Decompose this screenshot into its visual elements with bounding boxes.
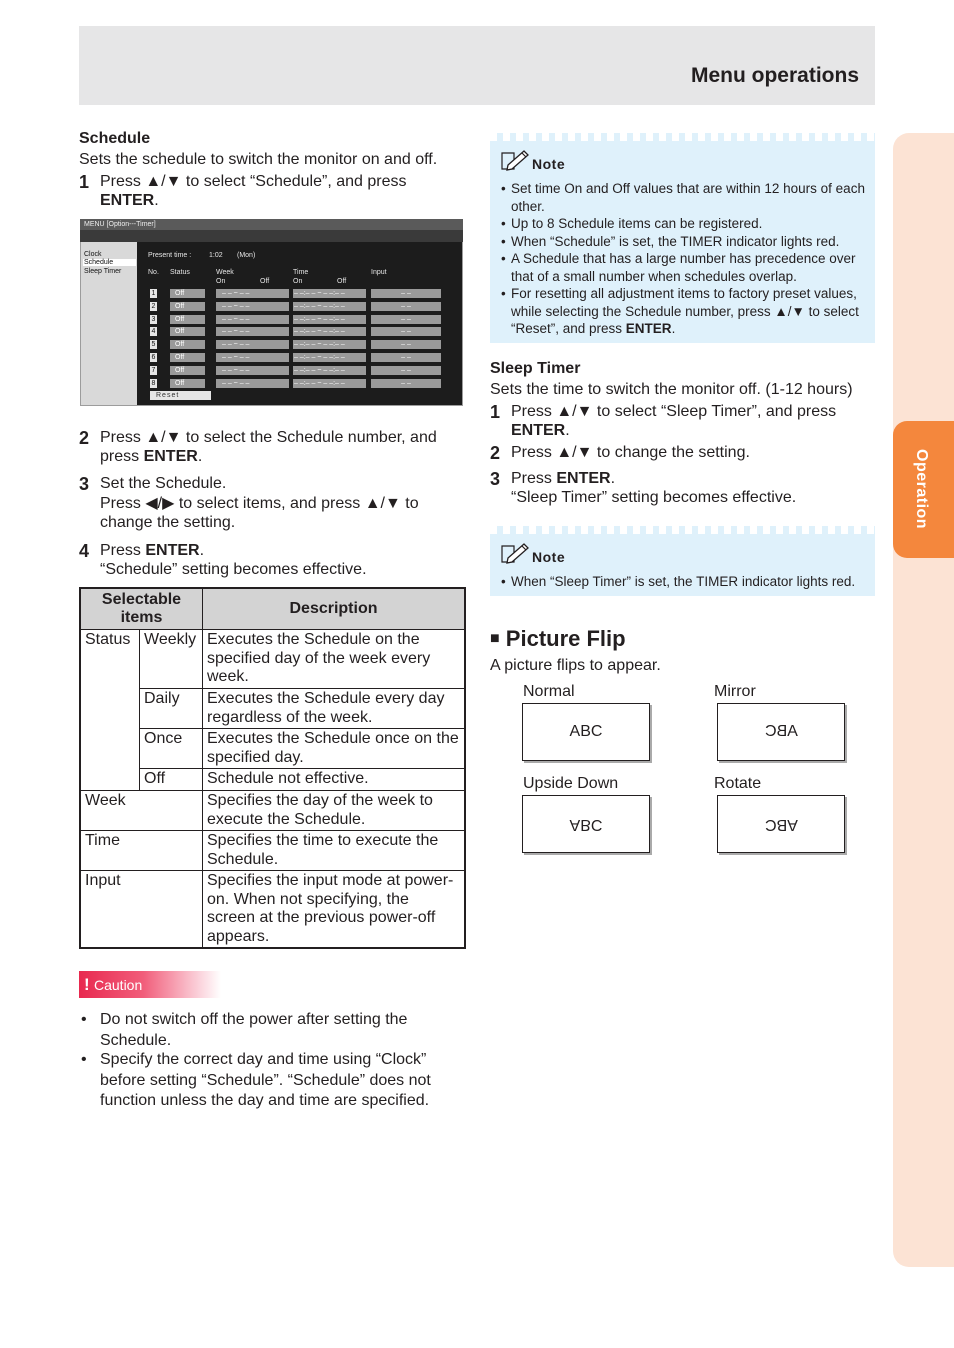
- step-text: Set the Schedule.: [100, 475, 227, 492]
- step-text: .: [154, 192, 159, 209]
- bullet-dot: •: [501, 251, 506, 266]
- osd-row-time: – –:– – ~ – –:– –: [293, 315, 366, 324]
- step-text: “Schedule” setting becomes effective.: [100, 561, 367, 578]
- table-header-description: Description: [203, 588, 466, 630]
- caution-bullet-1: Do not switch off the power after setting the Schedule.: [100, 1011, 408, 1049]
- pencil-icon: [500, 542, 530, 566]
- osd-row-week: – – ~ – –: [216, 289, 289, 298]
- osd-week-on: On: [216, 278, 226, 285]
- sleep-step-3: [511, 469, 796, 507]
- table-cell-status: Status: [80, 630, 140, 791]
- step-text: [100, 541, 367, 560]
- osd-row-number: 5: [151, 341, 156, 348]
- step-text: Press ▲/▼ to select “Sleep Timer”, and press: [511, 403, 837, 420]
- note-item: Up to 8 Schedule items can be registered.: [511, 216, 763, 231]
- schedule-step-2: [100, 428, 437, 466]
- step-text: Press ▲/▼ to select “Schedule”, and press: [100, 173, 407, 190]
- flip-label-mirror: Mirror: [714, 683, 756, 700]
- schedule-heading: Schedule: [79, 130, 151, 147]
- osd-row-input: – –: [371, 379, 441, 388]
- table-cell-item: Weekly: [140, 630, 203, 689]
- bullet-dot: •: [81, 1051, 87, 1068]
- note-item: Set time On and Off values that are within 12 hours of each other.: [511, 181, 865, 214]
- note-dashed-edge: [490, 526, 875, 534]
- schedule-step-3: [100, 474, 419, 533]
- picture-flip-heading: [490, 626, 626, 652]
- osd-row-input: – –: [371, 327, 441, 336]
- table-header-row: [80, 588, 465, 630]
- step-text: “Sleep Timer” setting becomes effective.: [511, 489, 797, 506]
- enter-key-label: ENTER: [145, 542, 200, 559]
- osd-row-number: 3: [151, 316, 156, 323]
- table-header-items: Selectable items: [80, 588, 203, 630]
- flip-label-rotate: Rotate: [714, 775, 762, 792]
- note-dashed-edge: [490, 133, 875, 141]
- osd-menu-screenshot: [80, 219, 463, 406]
- step-text: Press ▲/▼ to select the Schedule number, and: [100, 429, 437, 446]
- table-cell-description: Specifies the input mode at power-on. When not specifying, the screen at the previous power-off appears.: [203, 871, 466, 949]
- schedule-step-4: [100, 541, 367, 579]
- flip-sample-upside-down: [522, 795, 650, 853]
- osd-menu-clock: Clock: [84, 251, 102, 258]
- step-text: Press: [511, 470, 557, 487]
- osd-menu-sleep-timer: Sleep Timer: [84, 268, 122, 275]
- table-cell-item: Off: [140, 769, 203, 791]
- pencil-icon: [500, 149, 530, 173]
- osd-row-week: – – ~ – –: [216, 353, 289, 362]
- flip-label-normal: Normal: [523, 683, 575, 700]
- osd-row-week: – – ~ – –: [216, 327, 289, 336]
- osd-side-menu: [81, 242, 137, 405]
- schedule-intro: Sets the schedule to switch the monitor on and off.: [79, 151, 438, 168]
- osd-row-time: – –:– – ~ – –:– –: [293, 289, 366, 298]
- note-title: Note: [532, 156, 566, 172]
- sleep-step-2: Press ▲/▼ to change the setting.: [511, 444, 750, 461]
- osd-row-number: 4: [151, 328, 156, 335]
- schedule-step-1: [100, 172, 406, 210]
- osd-col-input: Input: [371, 269, 387, 276]
- enter-key-label: ENTER: [625, 321, 672, 336]
- flip-sample-mirror: [717, 703, 845, 761]
- step-text: .: [565, 422, 570, 439]
- enter-key-label: ENTER: [100, 192, 155, 209]
- page-title: Menu operations: [690, 64, 859, 87]
- osd-time-off: Off: [337, 278, 347, 285]
- osd-row-status: Off: [170, 315, 205, 324]
- bullet-dot: •: [81, 1011, 87, 1028]
- osd-col-week: Week: [216, 269, 234, 276]
- osd-row-input: – –: [371, 366, 441, 375]
- osd-row-time: – –:– – ~ – –:– –: [293, 340, 366, 349]
- flip-sample-text: ABC: [569, 816, 603, 833]
- step-text: .: [199, 542, 205, 559]
- osd-row-number: 6: [151, 354, 156, 361]
- osd-row-status: Off: [170, 327, 205, 336]
- table-cell-item: Time: [80, 831, 203, 871]
- sleep-timer-intro: Sets the time to switch the monitor off. (1-12 hours): [490, 381, 853, 398]
- step-text: [511, 421, 836, 440]
- osd-row-input: – –: [371, 340, 441, 349]
- osd-row-week: – – ~ – –: [216, 340, 289, 349]
- step-text: press: [100, 448, 144, 465]
- picture-flip-title: Picture Flip: [505, 626, 626, 651]
- osd-row-status: Off: [170, 366, 205, 375]
- enter-key-label: ENTER: [511, 422, 566, 439]
- osd-row-status: Off: [170, 340, 205, 349]
- table-row: [80, 791, 465, 831]
- table-row: [80, 831, 465, 871]
- note-item-text: For resetting all adjustment items to factory preset values, while selecting the Schedule number, press ▲/▼ to select “Reset”, and press: [511, 286, 859, 336]
- selectable-items-table: [79, 587, 466, 949]
- step-text: [100, 191, 406, 210]
- note-item: A Schedule that has a large number has precedence over that of a small number when schedules overlap.: [511, 251, 856, 284]
- side-tab-background: [893, 133, 954, 1267]
- osd-row-time: – –:– – ~ – –:– –: [293, 366, 366, 375]
- bullet-dot: •: [501, 181, 506, 196]
- step-number: 2: [79, 428, 90, 448]
- osd-row-input: – –: [371, 353, 441, 362]
- osd-time-on: On: [293, 278, 303, 285]
- flip-sample-text: ABC: [764, 723, 798, 740]
- bullet-dot: •: [501, 234, 506, 249]
- flip-sample-rotate: [717, 795, 845, 853]
- bullet-dot: •: [501, 574, 506, 589]
- table-cell-description: Specifies the day of the week to execute the Schedule.: [203, 791, 466, 831]
- caution-label: Caution: [94, 977, 143, 993]
- osd-row-time: – –:– – ~ – –:– –: [293, 302, 366, 311]
- step-text: Press: [100, 542, 146, 559]
- bullet-dot: •: [501, 286, 506, 301]
- osd-bar: [80, 230, 463, 242]
- enter-key-label: ENTER: [556, 470, 611, 487]
- step-number: 4: [79, 541, 90, 561]
- step-text: change the setting.: [100, 514, 236, 531]
- osd-row-week: – – ~ – –: [216, 379, 289, 388]
- step-number: 1: [490, 402, 501, 422]
- osd-row-number: 2: [151, 303, 156, 310]
- table-row: [80, 871, 465, 949]
- osd-present-time-value: 1:02: [209, 252, 223, 259]
- sleep-step-1: [511, 402, 836, 440]
- table-row: [80, 630, 465, 689]
- caution-bullet-2: Specify the correct day and time using “Clock” before setting “Schedule”. “Schedule” does not function unless the day and time are specified.: [100, 1051, 431, 1109]
- enter-key-label: ENTER: [143, 448, 198, 465]
- step-number: 3: [490, 469, 501, 489]
- table-cell-description: Specifies the time to execute the Schedule.: [203, 831, 466, 871]
- osd-row-input: – –: [371, 315, 441, 324]
- step-text: Press ◀/▶ to select items, and press ▲/▼ to: [100, 494, 419, 512]
- square-bullet-icon: ■: [490, 630, 500, 647]
- osd-week-off: Off: [260, 278, 270, 285]
- osd-row-status: Off: [170, 353, 205, 362]
- step-text: .: [610, 470, 616, 487]
- note-item: When “Schedule” is set, the TIMER indicator lights red.: [511, 234, 840, 249]
- sleep-timer-heading: Sleep Timer: [490, 360, 581, 377]
- note-item: [511, 285, 873, 338]
- osd-menu-schedule: Schedule: [83, 259, 136, 266]
- table-cell-description: Executes the Schedule once on the specified day.: [203, 729, 466, 769]
- osd-title: MENU [Option---Timer]: [80, 219, 463, 230]
- caution-icon: !: [84, 975, 90, 994]
- osd-row-time: – –:– – ~ – –:– –: [293, 327, 366, 336]
- osd-row-input: – –: [371, 302, 441, 311]
- step-text: .: [197, 448, 203, 465]
- step-number: 2: [490, 443, 501, 463]
- osd-row-time: – –:– – ~ – –:– –: [293, 353, 366, 362]
- side-tab-label: Operation: [913, 448, 930, 530]
- table-cell-item: Week: [80, 791, 203, 831]
- step-text: [511, 469, 796, 488]
- step-text: [100, 447, 437, 466]
- osd-col-status: Status: [170, 269, 190, 276]
- bullet-dot: •: [501, 216, 506, 231]
- table-cell-description: Executes the Schedule every day regardless of the week.: [203, 689, 466, 729]
- picture-flip-intro: A picture flips to appear.: [490, 657, 661, 674]
- osd-row-status: Off: [170, 302, 205, 311]
- step-number: 3: [79, 474, 90, 494]
- osd-row-status: Off: [170, 379, 205, 388]
- osd-row-week: – – ~ – –: [216, 315, 289, 324]
- osd-row-week: – – ~ – –: [216, 366, 289, 375]
- table-cell-item: Once: [140, 729, 203, 769]
- osd-reset: Reset: [150, 391, 211, 400]
- note-item-text: .: [671, 321, 676, 336]
- flip-sample-text: ABC: [764, 816, 798, 833]
- osd-row-number: 1: [151, 290, 156, 297]
- osd-present-day: (Mon): [237, 252, 256, 259]
- osd-row-week: – – ~ – –: [216, 302, 289, 311]
- step-number: 1: [79, 172, 90, 192]
- flip-label-upside-down: Upside Down: [523, 775, 619, 792]
- flip-sample-normal: [522, 703, 650, 761]
- osd-row-status: Off: [170, 289, 205, 298]
- table-cell-item: Input: [80, 871, 203, 949]
- table-cell-item: Daily: [140, 689, 203, 729]
- note-title: Note: [532, 549, 566, 565]
- table-cell-description: Executes the Schedule on the specified day of the week every week.: [203, 630, 466, 689]
- table-cell-description: Schedule not effective.: [203, 769, 466, 791]
- osd-present-time-label: Present time :: [148, 252, 192, 259]
- note-item: When “Sleep Timer” is set, the TIMER indicator lights red.: [511, 574, 856, 589]
- osd-row-time: – –:– – ~ – –:– –: [293, 379, 366, 388]
- flip-sample-text: ABC: [569, 723, 603, 740]
- osd-row-input: – –: [371, 289, 441, 298]
- osd-col-no: No.: [148, 269, 159, 276]
- osd-col-time: Time: [293, 269, 309, 276]
- osd-row-number: 8: [151, 380, 156, 387]
- osd-row-number: 7: [151, 367, 156, 374]
